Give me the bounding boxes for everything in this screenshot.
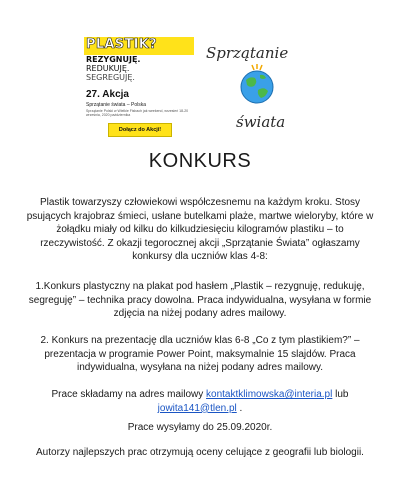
sprzatanie-swiata-logo [198,40,308,140]
banner-line-rezygnuje: REZYGNUJĘ. [86,55,141,64]
banner-fineprint: Sprzątanie Polski w Wielkie Fisbach jak weekend, wrzesień 18-20 września, 2020 października [86,109,189,117]
campaign-banner [84,37,194,139]
deadline-paragraph: Prace wysyłamy do 25.09.2020r. [127,422,273,433]
intro-paragraph: Plastik towarzyszy człowiekowi współczesnemu na każdym kroku. Stosy psujących krajobraz śmieci, usłane butelkami plaże, martwe wieloryby, które w żołądku miały od kilku do kilkudziesięciu kilogramów plastiku – to rzeczywistość. Z okazji tegorocznej akcji „Sprzątanie Świata” ogłaszamy konkursy dla uczniów klas 4-8: [26,197,374,263]
banner-subtitle: Sprzątanie świata – Polska [86,102,147,108]
contest-1-paragraph: 1.Konkurs plastyczny na plakat pod hasłem „Plastik – rezygnuję, redukuję, segreguję” – technika pracy dowolna. Praca indywidualna, wysyłana w formie zdjęcia na niżej podany adres mailowy. [28,281,372,320]
email-link-klimowska[interactable]: kontaktklimowska@interia.pl [206,389,333,400]
banner-akcja: 27. Akcja [86,89,129,100]
earth-globe-icon [236,64,278,108]
submission-prefix: Prace składamy na adres mailowy [51,389,207,400]
banner-line-segreguje: SEGREGUJĘ. [86,73,135,82]
contest-2-paragraph: 2. Konkurs na prezentację dla uczniów klas 6-8 „Co z tym plastikiem?” – prezentacja w programie Power Point, maksymalnie 15 slajdów. Praca indywidualna, wysyłana na niżej podany adres mailowy. [40,335,360,374]
logo-word-sprzatanie: Sprzątanie [206,44,289,62]
logo-word-swiata: świata [236,113,286,131]
banner-line-redukuje: REDUKUJĘ. [86,64,130,73]
email-link-jowita[interactable]: jowita141@tlen.pl [157,402,237,414]
submission-suffix: . [236,402,243,414]
reward-paragraph: Autorzy najlepszych prac otrzymują oceny celujące z geografii lub biologii. [36,447,364,458]
page-title: KONKURS [148,150,252,172]
submission-or: lub [332,389,349,400]
submission-paragraph [24,388,376,415]
join-action-button[interactable]: Dołącz do Akcji! [108,123,172,137]
banner-title: PLASTIK? [86,37,157,52]
